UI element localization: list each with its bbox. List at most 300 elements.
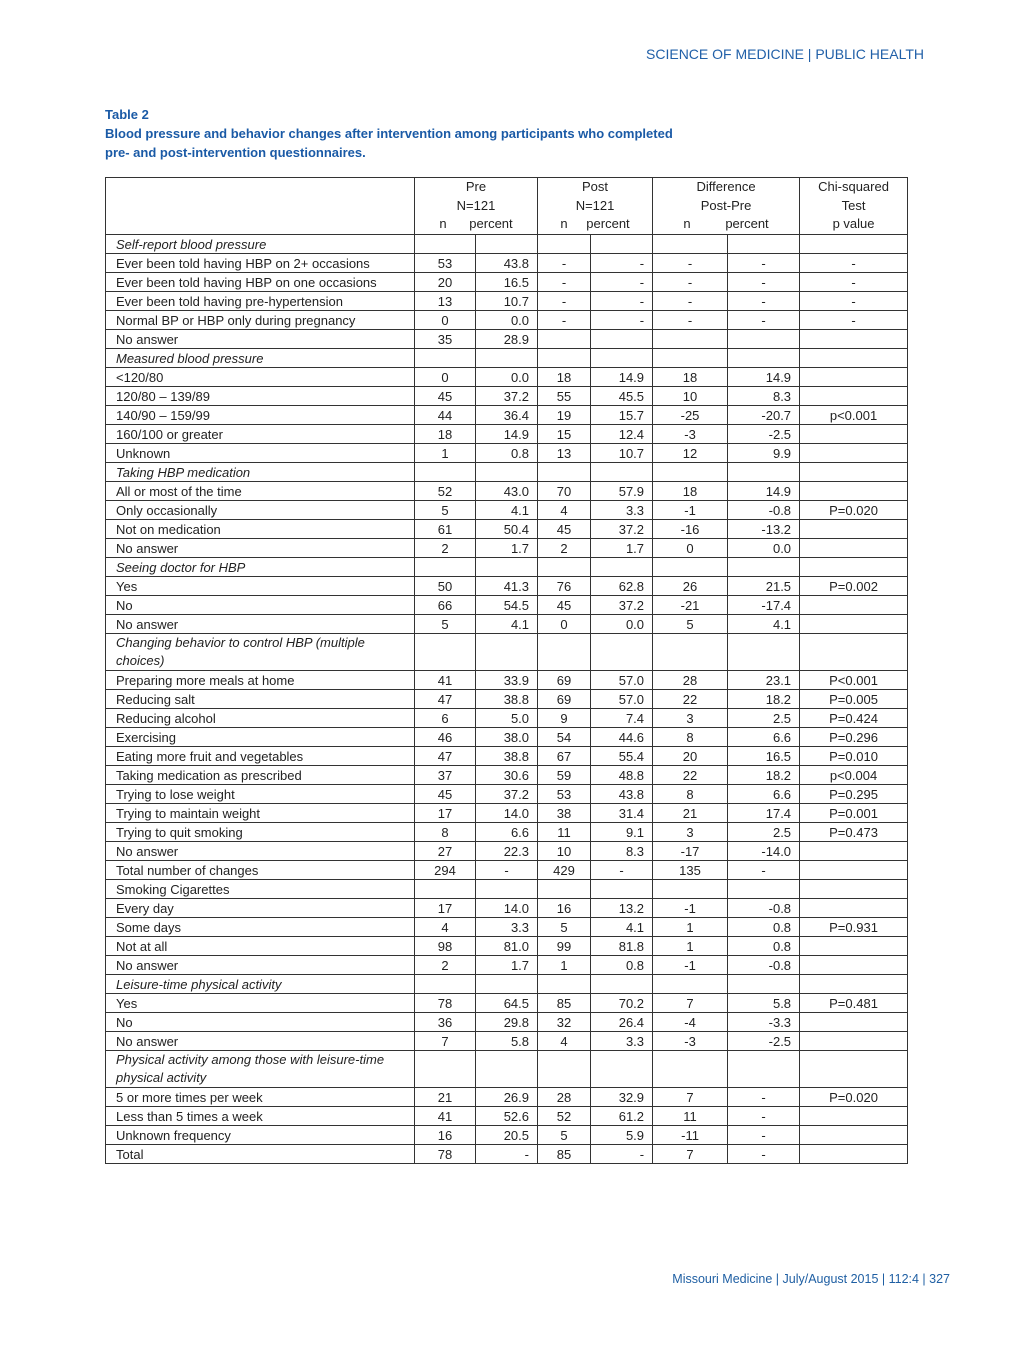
row-label: No answer [106,956,415,975]
post-percent-cell: 0.8 [591,956,653,975]
post-percent-cell: 5.9 [591,1126,653,1145]
row-label: Ever been told having pre-hypertension [106,292,415,311]
post-n-cell [538,330,591,349]
diff-percent-cell: -2.5 [728,425,800,444]
diff-n-cell: -16 [653,520,728,539]
diff-percent-cell: 18.2 [728,766,800,785]
diff-n-cell: 20 [653,747,728,766]
post-n-cell: - [538,254,591,273]
row-label: No [106,1013,415,1032]
diff-percent-cell: -17.4 [728,596,800,615]
pre-n-cell: 294 [415,861,476,880]
diff-percent-cell: - [728,1088,800,1107]
pre-n-cell: 16 [415,1126,476,1145]
empty-cell [728,634,800,671]
diff-n-cell: 8 [653,785,728,804]
p-value-cell [800,615,908,634]
pre-n-cell: 35 [415,330,476,349]
diff-n-cell: 5 [653,615,728,634]
pre-n-cell: 50 [415,577,476,596]
empty-cell [538,975,591,994]
post-n-cell: 13 [538,444,591,463]
pre-percent-cell: 52.6 [476,1107,538,1126]
post-n-cell: 5 [538,1126,591,1145]
post-n-cell: 76 [538,577,591,596]
p-value-cell: P=0.001 [800,804,908,823]
post-n-cell: 69 [538,671,591,690]
pre-percent-cell: 1.7 [476,539,538,558]
pre-n-cell: 17 [415,899,476,918]
row-label: Trying to lose weight [106,785,415,804]
diff-percent-cell: -13.2 [728,520,800,539]
pre-n-cell: 7 [415,1032,476,1051]
table-row [106,690,908,709]
empty-cell [653,349,728,368]
empty-cell [728,975,800,994]
row-label: 140/90 – 159/99 [106,406,415,425]
post-n-cell: 45 [538,596,591,615]
post-percent-cell: 13.2 [591,899,653,918]
diff-percent-cell: 17.4 [728,804,800,823]
row-label: Eating more fruit and vegetables [106,747,415,766]
diff-n-cell: -4 [653,1013,728,1032]
diff-percent-cell: - [728,1107,800,1126]
row-label: No answer [106,615,415,634]
post-n-cell: 9 [538,709,591,728]
p-value-cell [800,482,908,501]
diff-percent-cell: 23.1 [728,671,800,690]
p-value-cell [800,956,908,975]
row-label: Every day [106,899,415,918]
row-label: Less than 5 times a week [106,1107,415,1126]
table-row [106,482,908,501]
pre-percent-cell: 14.9 [476,425,538,444]
empty-cell [415,880,476,899]
post-n-cell: 70 [538,482,591,501]
post-percent-cell: 62.8 [591,577,653,596]
pre-n-cell: 1 [415,444,476,463]
p-value-cell [800,1107,908,1126]
table-row [106,596,908,615]
pre-n-cell: 78 [415,994,476,1013]
post-n-cell: 38 [538,804,591,823]
row-label: Not at all [106,937,415,956]
pre-percent-cell: 54.5 [476,596,538,615]
pre-n-cell: 36 [415,1013,476,1032]
empty-cell [653,975,728,994]
p-value-cell [800,1126,908,1145]
row-label: Some days [106,918,415,937]
post-percent-cell: 26.4 [591,1013,653,1032]
post-percent-cell: 44.6 [591,728,653,747]
row-label: 5 or more times per week [106,1088,415,1107]
p-value-cell [800,1032,908,1051]
diff-n-cell: - [653,292,728,311]
diff-percent-cell: -20.7 [728,406,800,425]
diff-n-cell: 1 [653,918,728,937]
post-percent-cell: 37.2 [591,596,653,615]
pre-percent-cell: 16.5 [476,273,538,292]
pre-percent-cell: 30.6 [476,766,538,785]
p-value-cell: p<0.001 [800,406,908,425]
post-percent-cell: - [591,254,653,273]
row-label: All or most of the time [106,482,415,501]
pre-n-cell: 45 [415,387,476,406]
pre-percent-cell: 33.9 [476,671,538,690]
table-row [106,520,908,539]
empty-cell [800,349,908,368]
p-value-cell [800,444,908,463]
pre-percent-cell: 20.5 [476,1126,538,1145]
table-row [106,1088,908,1107]
empty-cell [591,349,653,368]
diff-n-cell: 7 [653,994,728,1013]
row-label: No answer [106,539,415,558]
post-n-cell: 16 [538,899,591,918]
post-n-cell: 18 [538,368,591,387]
post-n-cell: 4 [538,501,591,520]
post-n-cell: 28 [538,1088,591,1107]
pre-percent-cell: 14.0 [476,804,538,823]
pre-n-cell: 53 [415,254,476,273]
row-label: No answer [106,842,415,861]
table-row [106,406,908,425]
post-percent-cell: 12.4 [591,425,653,444]
diff-n-cell: - [653,311,728,330]
post-percent-cell: 4.1 [591,918,653,937]
row-label: 120/80 – 139/89 [106,387,415,406]
empty-cell [800,463,908,482]
pre-percent-cell: 5.0 [476,709,538,728]
pre-percent-cell: 5.8 [476,1032,538,1051]
diff-n-cell: 28 [653,671,728,690]
post-percent-cell: 31.4 [591,804,653,823]
p-value-cell [800,425,908,444]
post-percent-cell: 3.3 [591,501,653,520]
p-value-cell: P=0.005 [800,690,908,709]
post-percent-cell: 9.1 [591,823,653,842]
pre-percent-cell: 14.0 [476,899,538,918]
pre-percent-cell: 38.8 [476,690,538,709]
post-percent-cell: 0.0 [591,615,653,634]
diff-percent-cell: - [728,254,800,273]
table-row [106,766,908,785]
diff-n-cell: -21 [653,596,728,615]
empty-cell [591,975,653,994]
diff-percent-cell: -3.3 [728,1013,800,1032]
p-value-cell: P=0.424 [800,709,908,728]
post-n-cell: 11 [538,823,591,842]
post-n-cell: 69 [538,690,591,709]
diff-percent-cell: 0.0 [728,539,800,558]
row-label: Normal BP or HBP only during pregnancy [106,311,415,330]
post-n-cell: 45 [538,520,591,539]
row-label: Exercising [106,728,415,747]
row-label: Trying to maintain weight [106,804,415,823]
post-n-cell: 10 [538,842,591,861]
post-n-cell: 85 [538,994,591,1013]
pre-percent-cell: - [476,1145,538,1164]
row-label: Only occasionally [106,501,415,520]
header-difference: Difference Post-Pre n percent [653,178,800,235]
p-value-cell: - [800,273,908,292]
post-percent-cell [591,330,653,349]
diff-n-cell: 18 [653,368,728,387]
table-row [106,330,908,349]
table-row [106,1032,908,1051]
post-percent-cell: 61.2 [591,1107,653,1126]
table-row [106,254,908,273]
empty-cell [591,634,653,671]
pre-n-cell: 8 [415,823,476,842]
pre-percent-cell: 10.7 [476,292,538,311]
table-row [106,937,908,956]
empty-cell [415,558,476,577]
post-percent-cell: 10.7 [591,444,653,463]
diff-percent-cell: 6.6 [728,728,800,747]
diff-n-cell: - [653,273,728,292]
diff-percent-cell: - [728,311,800,330]
pre-percent-cell: 64.5 [476,994,538,1013]
p-value-cell: P=0.473 [800,823,908,842]
post-percent-cell: 57.0 [591,690,653,709]
pre-n-cell: 0 [415,311,476,330]
row-label: Trying to quit smoking [106,823,415,842]
empty-cell [728,235,800,254]
diff-percent-cell: - [728,1126,800,1145]
diff-percent-cell: 2.5 [728,709,800,728]
row-label: Not on medication [106,520,415,539]
diff-percent-cell: 0.8 [728,918,800,937]
row-label: Unknown [106,444,415,463]
diff-n-cell: 10 [653,387,728,406]
post-percent-cell: 57.0 [591,671,653,690]
table-section-row [106,463,908,482]
diff-percent-cell: 0.8 [728,937,800,956]
empty-cell [653,463,728,482]
diff-percent-cell: 14.9 [728,482,800,501]
table-caption [105,105,805,162]
p-value-cell: P=0.931 [800,918,908,937]
diff-n-cell: - [653,254,728,273]
empty-cell [800,634,908,671]
row-label: Reducing alcohol [106,709,415,728]
row-label: Total number of changes [106,861,415,880]
post-n-cell: 19 [538,406,591,425]
pre-n-cell: 41 [415,1107,476,1126]
pre-n-cell: 2 [415,539,476,558]
pre-percent-cell: 36.4 [476,406,538,425]
table-row [106,956,908,975]
pre-percent-cell: 26.9 [476,1088,538,1107]
diff-n-cell: 7 [653,1145,728,1164]
row-label: No [106,596,415,615]
p-value-cell [800,1013,908,1032]
pre-n-cell: 20 [415,273,476,292]
p-value-cell: P=0.481 [800,994,908,1013]
empty-cell [653,634,728,671]
diff-n-cell: -3 [653,1032,728,1051]
pre-percent-cell: 0.0 [476,311,538,330]
table-row [106,501,908,520]
diff-n-cell: -17 [653,842,728,861]
row-label: 160/100 or greater [106,425,415,444]
pre-percent-cell: 0.0 [476,368,538,387]
pre-percent-cell: 3.3 [476,918,538,937]
pre-percent-cell: 1.7 [476,956,538,975]
post-percent-cell: 70.2 [591,994,653,1013]
post-n-cell: - [538,292,591,311]
empty-cell [653,1051,728,1088]
diff-n-cell: 1 [653,937,728,956]
empty-cell [476,1051,538,1088]
empty-cell [476,349,538,368]
empty-cell [591,463,653,482]
post-percent-cell: 32.9 [591,1088,653,1107]
table-row [106,1107,908,1126]
row-label: No answer [106,330,415,349]
table-row [106,577,908,596]
p-value-cell: - [800,254,908,273]
empty-cell [415,634,476,671]
post-n-cell: 5 [538,918,591,937]
empty-cell [538,463,591,482]
table-header-row [106,178,908,235]
p-value-cell: P<0.001 [800,671,908,690]
pre-n-cell: 17 [415,804,476,823]
pre-n-cell: 46 [415,728,476,747]
table-section-row [106,634,908,671]
table-row [106,615,908,634]
page-footer: Missouri Medicine | July/August 2015 | 112:4 | 327 [672,1272,950,1286]
table-row [106,747,908,766]
row-label: Yes [106,577,415,596]
post-percent-cell: 55.4 [591,747,653,766]
diff-n-cell: -3 [653,425,728,444]
table-row [106,539,908,558]
row-label: Reducing salt [106,690,415,709]
pre-percent-cell: 37.2 [476,785,538,804]
diff-percent-cell: -0.8 [728,899,800,918]
pre-percent-cell: 50.4 [476,520,538,539]
empty-cell [800,558,908,577]
diff-percent-cell: 6.6 [728,785,800,804]
diff-percent-cell: -14.0 [728,842,800,861]
post-percent-cell: 7.4 [591,709,653,728]
diff-n-cell: 18 [653,482,728,501]
empty-cell [476,880,538,899]
pre-percent-cell: 28.9 [476,330,538,349]
table-row [106,273,908,292]
pre-n-cell: 66 [415,596,476,615]
pre-n-cell: 5 [415,615,476,634]
pre-n-cell: 37 [415,766,476,785]
p-value-cell: P=0.295 [800,785,908,804]
empty-cell [800,1051,908,1088]
table-section-row [106,880,908,899]
table-row [106,709,908,728]
diff-percent-cell: 21.5 [728,577,800,596]
header-pre: Pre N=121 n percent [415,178,538,235]
results-table [105,177,908,1164]
pre-percent-cell: 81.0 [476,937,538,956]
post-percent-cell: 15.7 [591,406,653,425]
pre-percent-cell: 43.0 [476,482,538,501]
diff-n-cell: 7 [653,1088,728,1107]
pre-n-cell: 2 [415,956,476,975]
empty-cell [538,349,591,368]
empty-cell [476,463,538,482]
post-n-cell: 52 [538,1107,591,1126]
diff-n-cell: 11 [653,1107,728,1126]
diff-percent-cell: 14.9 [728,368,800,387]
table-row [106,444,908,463]
post-percent-cell: 48.8 [591,766,653,785]
diff-percent-cell: 9.9 [728,444,800,463]
p-value-cell: - [800,311,908,330]
diff-percent-cell: -0.8 [728,501,800,520]
table-row [106,292,908,311]
post-n-cell: 4 [538,1032,591,1051]
pre-n-cell: 27 [415,842,476,861]
p-value-cell: p<0.004 [800,766,908,785]
row-label: No answer [106,1032,415,1051]
pre-percent-cell: 41.3 [476,577,538,596]
row-label: Smoking Cigarettes [106,880,415,899]
p-value-cell: - [800,292,908,311]
empty-cell [415,463,476,482]
pre-n-cell: 13 [415,292,476,311]
table-row [106,728,908,747]
diff-percent-cell: 2.5 [728,823,800,842]
diff-n-cell: 26 [653,577,728,596]
header-chi-squared: Chi-squared Test p value [800,178,908,235]
p-value-cell [800,842,908,861]
empty-cell [415,235,476,254]
empty-cell [591,880,653,899]
table-row [106,1013,908,1032]
diff-percent-cell: - [728,292,800,311]
diff-percent-cell: - [728,1145,800,1164]
p-value-cell [800,539,908,558]
table-row [106,387,908,406]
post-percent-cell: 8.3 [591,842,653,861]
empty-cell [591,558,653,577]
table-row [106,861,908,880]
empty-cell [800,880,908,899]
table-row [106,899,908,918]
p-value-cell [800,596,908,615]
diff-n-cell: -11 [653,1126,728,1145]
table-row [106,311,908,330]
table-section-row [106,1051,908,1088]
row-label: Taking medication as prescribed [106,766,415,785]
diff-percent-cell: - [728,861,800,880]
diff-n-cell: 3 [653,709,728,728]
post-percent-cell: 43.8 [591,785,653,804]
empty-cell [538,634,591,671]
empty-cell [728,349,800,368]
post-n-cell: 0 [538,615,591,634]
post-percent-cell: 45.5 [591,387,653,406]
empty-cell [653,235,728,254]
pre-percent-cell: 29.8 [476,1013,538,1032]
empty-cell [591,235,653,254]
diff-percent-cell: - [728,273,800,292]
post-percent-cell: - [591,292,653,311]
p-value-cell: P=0.020 [800,501,908,520]
diff-percent-cell: 8.3 [728,387,800,406]
